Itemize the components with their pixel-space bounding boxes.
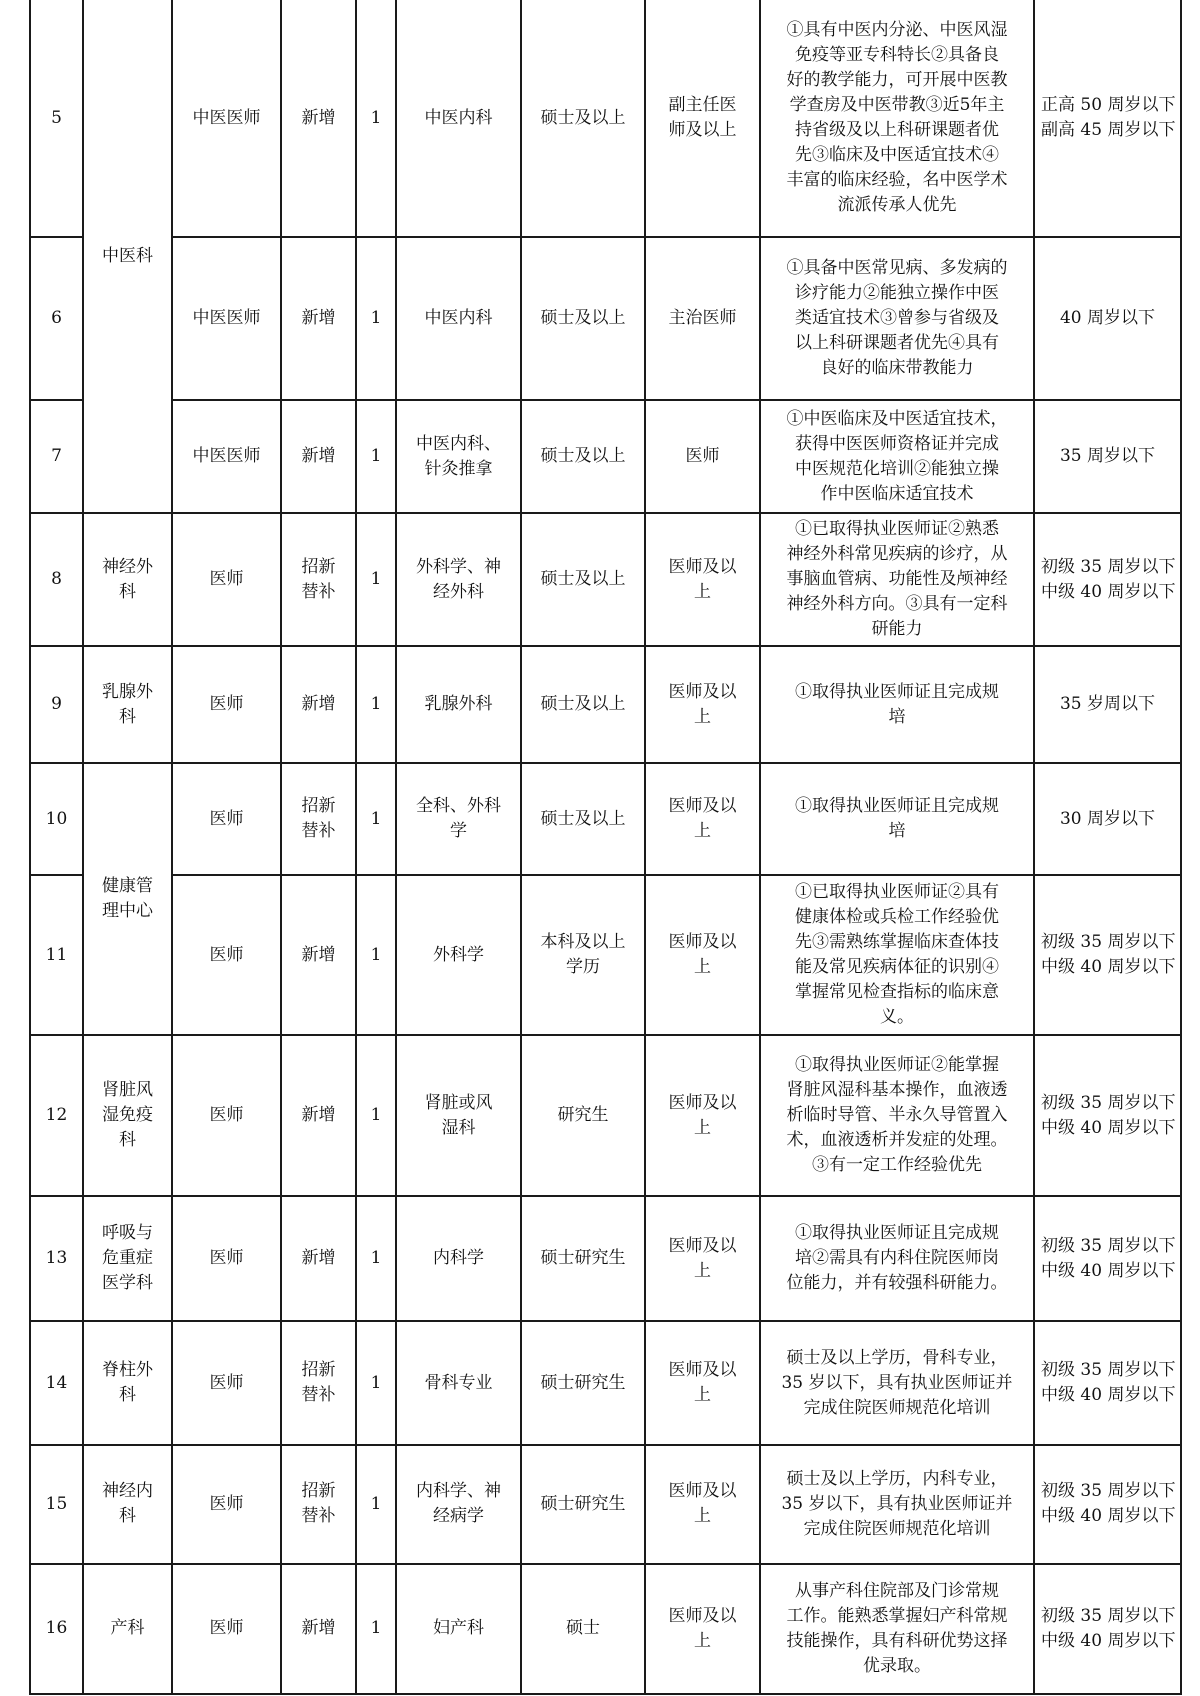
education-cell (521, 0, 645, 237)
department-cell (83, 1196, 172, 1321)
department-cell-line: 科 (119, 581, 136, 602)
major-cell (396, 237, 521, 400)
age-cell-line: 副高 45 周岁以下 (1041, 120, 1176, 141)
education-cell-line: 本科及以上 (540, 932, 626, 953)
education-cell (521, 1035, 645, 1197)
major-cell (396, 646, 521, 763)
table-row (30, 646, 1181, 763)
major-cell-line: 经病学 (433, 1506, 484, 1527)
table-row (30, 1445, 1181, 1564)
hire-type-cell (281, 0, 356, 237)
department-cell (83, 513, 172, 646)
requirements-cell-line: 工作。能熟悉掌握妇产科常规 (786, 1605, 1008, 1626)
requirements-cell (760, 0, 1034, 237)
department-cell-line: 湿免疫 (102, 1105, 153, 1126)
age-cell (1034, 1445, 1181, 1564)
department-cell-line: 医学科 (102, 1273, 153, 1294)
age-cell (1034, 1035, 1181, 1197)
age-cell-line: 初级 35 周岁以下 (1041, 1092, 1176, 1113)
requirements-cell (760, 237, 1034, 400)
major-cell (396, 1564, 521, 1694)
headcount-cell: 1 (356, 237, 396, 400)
education-cell-line: 硕士研究生 (540, 1248, 626, 1269)
education-cell-line: 硕士及以上 (540, 107, 626, 128)
age-cell (1034, 513, 1181, 646)
education-cell (521, 1321, 645, 1445)
row-number: 16 (30, 1564, 83, 1694)
requirements-cell-line: ①具有中医内分泌、中医风湿 (786, 20, 1008, 41)
requirements-cell-line: 培 (888, 706, 906, 727)
post-cell: 医师 (172, 1035, 281, 1197)
department-cell (83, 1321, 172, 1445)
requirements-cell-line: 神经外科方向。③具有一定科 (786, 594, 1008, 615)
title-cell-line: 上 (694, 1506, 711, 1527)
requirements-cell-line: 位能力，并有较强科研能力。 (786, 1273, 1008, 1294)
hire-type-cell-line: 招新 (301, 796, 336, 817)
age-cell-line: 35 岁周以下 (1059, 694, 1156, 715)
age-cell (1034, 400, 1181, 513)
education-cell (521, 400, 645, 513)
age-cell (1034, 763, 1181, 875)
major-cell-line: 内科学 (433, 1248, 484, 1269)
hire-type-cell (281, 1564, 356, 1694)
table-row (30, 1196, 1181, 1321)
requirements-cell-line: ①取得执业医师证②能掌握 (795, 1055, 999, 1076)
hire-type-cell-line: 新增 (301, 694, 336, 715)
education-cell-line: 学历 (566, 957, 600, 978)
requirements-cell-line: ③有一定工作经验优先 (812, 1155, 982, 1176)
age-cell-line: 初级 35 周岁以下 (1041, 1605, 1176, 1626)
hire-type-cell-line: 替补 (301, 1506, 336, 1527)
age-cell-line: 初级 35 周岁以下 (1041, 1481, 1176, 1502)
requirements-cell-line: 丰富的临床经验，名中医学术 (786, 170, 1008, 191)
requirements-cell-line: 硕士及以上学历，内科专业， (786, 1468, 1008, 1489)
title-cell (645, 1321, 760, 1445)
department-cell-line: 科 (119, 706, 136, 727)
major-cell (396, 1196, 521, 1321)
requirements-cell-line: 从事产科住院部及门诊常规 (795, 1580, 999, 1601)
requirements-cell (760, 1196, 1034, 1321)
major-cell-line: 中医内科 (424, 107, 493, 128)
major-cell-line: 中医内科 (424, 308, 493, 329)
requirements-cell-line: 掌握常见检查指标的临床意 (795, 982, 999, 1003)
table-row (30, 1321, 1181, 1445)
age-cell-line: 35 周岁以下 (1059, 446, 1156, 467)
requirements-cell-line: 免疫等亚专科特长②具备良 (795, 45, 999, 66)
hire-type-cell-line: 替补 (301, 581, 336, 602)
age-cell (1034, 1196, 1181, 1321)
row-number: 11 (30, 875, 83, 1035)
post-cell: 医师 (172, 646, 281, 763)
requirements-cell-line: 类适宜技术③曾参与省级及 (795, 308, 999, 329)
department-cell-line: 呼吸与 (102, 1223, 153, 1244)
requirements-cell (760, 1321, 1034, 1445)
age-cell-line: 正高 50 周岁以下 (1041, 95, 1176, 116)
title-cell-line: 上 (694, 1630, 711, 1651)
education-cell (521, 763, 645, 875)
title-cell (645, 875, 760, 1035)
row-number: 10 (30, 763, 83, 875)
education-cell-line: 硕士及以上 (540, 694, 626, 715)
title-cell-line: 师及以上 (668, 120, 737, 141)
requirements-cell (760, 646, 1034, 763)
requirements-cell-line: 健康体检或兵检工作经验优 (795, 907, 999, 928)
headcount-cell: 1 (356, 1564, 396, 1694)
title-cell (645, 1196, 760, 1321)
hire-type-cell (281, 1445, 356, 1564)
major-cell-line: 湿科 (441, 1117, 476, 1138)
age-cell-line: 初级 35 周岁以下 (1041, 932, 1176, 953)
department-cell-line: 神经内 (102, 1481, 153, 1502)
requirements-cell-line: 义。 (880, 1007, 914, 1028)
requirements-cell-line: 中医规范化培训②能独立操 (795, 458, 999, 479)
education-cell-line: 硕士研究生 (540, 1372, 626, 1393)
age-cell-line: 初级 35 周岁以下 (1041, 1235, 1176, 1256)
age-cell-line: 初级 35 周岁以下 (1041, 1360, 1176, 1381)
department-cell (83, 763, 172, 1035)
title-cell-line: 医师及以 (668, 681, 737, 702)
title-cell (645, 1445, 760, 1564)
title-cell-line: 副主任医 (668, 95, 737, 116)
requirements-cell-line: 培②需具有内科住院医师岗 (795, 1248, 999, 1269)
headcount-cell: 1 (356, 646, 396, 763)
department-cell-line: 科 (119, 1385, 136, 1406)
department-cell-line: 中医科 (102, 245, 153, 266)
requirements-cell-line: 好的教学能力，可开展中医教 (786, 70, 1008, 91)
major-cell (396, 0, 521, 237)
requirements-cell-line: 良好的临床带教能力 (820, 358, 974, 379)
table-row (30, 1564, 1181, 1694)
requirements-cell-line: 术，血液透析并发症的处理。 (786, 1130, 1008, 1151)
department-cell-line: 科 (119, 1506, 136, 1527)
education-cell-line: 硕士 (566, 1618, 600, 1639)
hire-type-cell (281, 237, 356, 400)
major-cell (396, 1321, 521, 1445)
requirements-cell-line: 获得中医医师资格证并完成 (795, 433, 999, 454)
education-cell-line: 硕士研究生 (540, 1493, 626, 1514)
title-cell-line: 医师及以 (668, 796, 737, 817)
major-cell-line: 全科、外科 (416, 796, 501, 817)
age-cell-line: 中级 40 周岁以下 (1041, 1506, 1176, 1527)
table-row (30, 875, 1181, 1035)
age-cell-line: 30 周岁以下 (1059, 808, 1156, 829)
requirements-cell-line: 学查房及中医带教③近5年主 (789, 95, 1005, 116)
major-cell-line: 肾脏或风 (424, 1092, 493, 1113)
post-cell: 医师 (172, 763, 281, 875)
requirements-cell-line: 先③需熟练掌握临床查体技 (795, 932, 999, 953)
post-cell: 医师 (172, 513, 281, 646)
requirements-cell-line: 诊疗能力②能独立操作中医 (795, 283, 999, 304)
post-cell: 医师 (172, 1196, 281, 1321)
department-cell (83, 646, 172, 763)
table-row (30, 1035, 1181, 1197)
major-cell-line: 中医内科、 (416, 433, 501, 454)
headcount-cell: 1 (356, 513, 396, 646)
title-cell (645, 763, 760, 875)
title-cell (645, 646, 760, 763)
hire-type-cell-line: 新增 (301, 107, 336, 128)
title-cell (645, 237, 760, 400)
hire-type-cell-line: 招新 (301, 1481, 336, 1502)
requirements-cell-line: 流派传承人优先 (837, 195, 957, 216)
requirements-cell-line: ①取得执业医师证且完成规 (795, 1223, 999, 1244)
major-cell (396, 875, 521, 1035)
hire-type-cell-line: 新增 (301, 944, 336, 965)
education-cell (521, 1564, 645, 1694)
requirements-cell-line: 神经外科常见疾病的诊疗，从 (786, 544, 1008, 565)
requirements-cell (760, 1035, 1034, 1197)
row-number: 5 (30, 0, 83, 237)
age-cell (1034, 875, 1181, 1035)
headcount-cell: 1 (356, 400, 396, 513)
headcount-cell: 1 (356, 763, 396, 875)
age-cell-line: 中级 40 周岁以下 (1041, 1630, 1176, 1651)
requirements-cell-line: 作中医临床适宜技术 (820, 483, 974, 504)
department-cell-line: 肾脏风 (102, 1080, 153, 1101)
hire-type-cell (281, 400, 356, 513)
title-cell (645, 1035, 760, 1197)
requirements-cell-line: ①取得执业医师证且完成规 (795, 796, 999, 817)
headcount-cell: 1 (356, 875, 396, 1035)
requirements-cell-line: 以上科研课题者优先④具有 (795, 333, 999, 354)
requirements-cell-line: 完成住院医师规范化培训 (803, 1397, 991, 1418)
title-cell-line: 医师及以 (668, 1605, 737, 1626)
title-cell (645, 400, 760, 513)
education-cell (521, 237, 645, 400)
requirements-cell-line: 技能操作，具有科研优势这择 (786, 1630, 1008, 1651)
post-cell: 中医医师 (172, 0, 281, 237)
requirements-cell-line: 硕士及以上学历，骨科专业， (786, 1347, 1008, 1368)
post-cell: 医师 (172, 1445, 281, 1564)
hire-type-cell-line: 新增 (301, 1618, 336, 1639)
requirements-cell (760, 400, 1034, 513)
department-cell-line: 危重症 (102, 1248, 153, 1269)
hire-type-cell (281, 513, 356, 646)
major-cell (396, 763, 521, 875)
hire-type-cell-line: 替补 (301, 821, 336, 842)
department-cell-line: 理中心 (102, 900, 153, 921)
title-cell-line: 医师及以 (668, 1360, 737, 1381)
requirements-cell-line: 能及常见疾病体征的识别④ (795, 957, 999, 978)
requirements-cell-line: ①中医临床及中医适宜技术， (786, 408, 1008, 429)
age-cell-line: 初级 35 周岁以下 (1041, 556, 1176, 577)
headcount-cell: 1 (356, 0, 396, 237)
title-cell-line: 医师及以 (668, 1235, 737, 1256)
post-cell: 中医医师 (172, 237, 281, 400)
age-cell-line: 中级 40 周岁以下 (1041, 1260, 1176, 1281)
hire-type-cell (281, 1321, 356, 1445)
table-row (30, 0, 1181, 237)
education-cell (521, 875, 645, 1035)
title-cell-line: 上 (694, 1117, 711, 1138)
row-number: 12 (30, 1035, 83, 1197)
age-cell-line: 中级 40 周岁以下 (1041, 957, 1176, 978)
title-cell-line: 主治医师 (668, 308, 737, 329)
education-cell (521, 513, 645, 646)
title-cell-line: 上 (694, 706, 711, 727)
department-cell-line: 产科 (110, 1618, 145, 1639)
requirements-cell-line: 培 (888, 821, 906, 842)
requirements-cell-line: 35 岁以下，具有执业医师证并 (781, 1493, 1013, 1514)
requirements-cell-line: 优录取。 (863, 1655, 931, 1676)
hire-type-cell-line: 新增 (301, 1105, 336, 1126)
requirements-cell-line: 研能力 (871, 619, 923, 640)
age-cell-line: 中级 40 周岁以下 (1041, 1117, 1176, 1138)
hire-type-cell-line: 替补 (301, 1385, 336, 1406)
title-cell-line: 医师 (685, 446, 720, 467)
title-cell (645, 1564, 760, 1694)
post-cell: 医师 (172, 1564, 281, 1694)
table-row (30, 400, 1181, 513)
age-cell-line: 40 周岁以下 (1059, 308, 1156, 329)
major-cell (396, 400, 521, 513)
hire-type-cell (281, 1196, 356, 1321)
requirements-cell (760, 1564, 1034, 1694)
major-cell (396, 1445, 521, 1564)
table-row (30, 513, 1181, 646)
row-number: 15 (30, 1445, 83, 1564)
headcount-cell: 1 (356, 1445, 396, 1564)
title-cell (645, 0, 760, 237)
hire-type-cell (281, 763, 356, 875)
hire-type-cell-line: 新增 (301, 308, 336, 329)
major-cell-line: 学 (450, 821, 467, 842)
education-cell-line: 硕士及以上 (540, 446, 626, 467)
department-cell (83, 1035, 172, 1197)
major-cell-line: 内科学、神 (416, 1481, 501, 1502)
requirements-cell-line: ①取得执业医师证且完成规 (795, 681, 999, 702)
hire-type-cell-line: 新增 (301, 446, 336, 467)
hire-type-cell-line: 招新 (301, 556, 336, 577)
recruitment-table (29, 0, 1182, 1695)
title-cell (645, 513, 760, 646)
education-cell (521, 1196, 645, 1321)
title-cell-line: 医师及以 (668, 556, 737, 577)
hire-type-cell (281, 875, 356, 1035)
title-cell-line: 医师及以 (668, 932, 737, 953)
education-cell-line: 研究生 (557, 1105, 609, 1126)
row-number: 9 (30, 646, 83, 763)
requirements-cell (760, 513, 1034, 646)
department-cell-line: 脊柱外 (102, 1360, 153, 1381)
hire-type-cell-line: 新增 (301, 1248, 336, 1269)
hire-type-cell (281, 1035, 356, 1197)
title-cell-line: 医师及以 (668, 1481, 737, 1502)
major-cell (396, 1035, 521, 1197)
requirements-cell-line: ①已取得执业医师证②具有 (795, 882, 999, 903)
requirements-cell-line: 析临时导管、半永久导管置入 (786, 1105, 1008, 1126)
requirements-cell-line: 先③临床及中医适宜技术④ (795, 145, 999, 166)
requirements-cell-line: ①具备中医常见病、多发病的 (786, 258, 1008, 279)
education-cell (521, 1445, 645, 1564)
age-cell (1034, 237, 1181, 400)
education-cell-line: 硕士及以上 (540, 308, 626, 329)
requirements-cell-line: 事脑血管病、功能性及颅神经 (786, 569, 1008, 590)
department-cell (83, 1445, 172, 1564)
major-cell-line: 乳腺外科 (424, 694, 493, 715)
age-cell (1034, 646, 1181, 763)
table-row (30, 763, 1181, 875)
age-cell (1034, 1564, 1181, 1694)
title-cell-line: 上 (694, 957, 711, 978)
requirements-cell-line: 完成住院医师规范化培训 (803, 1518, 991, 1539)
department-cell-line: 乳腺外 (102, 681, 153, 702)
department-cell (83, 0, 172, 513)
row-number: 14 (30, 1321, 83, 1445)
row-number: 6 (30, 237, 83, 400)
major-cell-line: 外科学、神 (416, 556, 501, 577)
requirements-cell-line: 肾脏风湿科基本操作，血液透 (786, 1080, 1008, 1101)
education-cell-line: 硕士及以上 (540, 808, 626, 829)
age-cell (1034, 0, 1181, 237)
department-cell-line: 健康管 (102, 875, 153, 896)
title-cell-line: 医师及以 (668, 1092, 737, 1113)
major-cell (396, 513, 521, 646)
row-number: 7 (30, 400, 83, 513)
major-cell-line: 骨科专业 (424, 1372, 493, 1393)
requirements-cell (760, 875, 1034, 1035)
headcount-cell: 1 (356, 1035, 396, 1197)
hire-type-cell (281, 646, 356, 763)
education-cell-line: 硕士及以上 (540, 569, 626, 590)
row-number: 13 (30, 1196, 83, 1321)
department-cell-line: 神经外 (102, 556, 153, 577)
title-cell-line: 上 (694, 581, 711, 602)
requirements-cell-line: 35 岁以下，具有执业医师证并 (781, 1372, 1013, 1393)
department-cell (83, 1564, 172, 1694)
row-number: 8 (30, 513, 83, 646)
requirements-cell-line: ①已取得执业医师证②熟悉 (795, 519, 999, 540)
major-cell-line: 外科学 (433, 944, 484, 965)
hire-type-cell-line: 招新 (301, 1360, 336, 1381)
age-cell-line: 中级 40 周岁以下 (1041, 1385, 1176, 1406)
post-cell: 医师 (172, 1321, 281, 1445)
title-cell-line: 上 (694, 1385, 711, 1406)
title-cell-line: 上 (694, 1260, 711, 1281)
age-cell (1034, 1321, 1181, 1445)
headcount-cell: 1 (356, 1196, 396, 1321)
major-cell-line: 经外科 (433, 581, 484, 602)
title-cell-line: 上 (694, 821, 711, 842)
education-cell (521, 646, 645, 763)
requirements-cell-line: 持省级及以上科研课题者优 (795, 120, 999, 141)
major-cell-line: 针灸推拿 (424, 458, 493, 479)
department-cell-line: 科 (119, 1130, 136, 1151)
requirements-cell (760, 763, 1034, 875)
age-cell-line: 中级 40 周岁以下 (1041, 581, 1176, 602)
headcount-cell: 1 (356, 1321, 396, 1445)
table-row (30, 237, 1181, 400)
post-cell: 中医医师 (172, 400, 281, 513)
major-cell-line: 妇产科 (433, 1618, 484, 1639)
requirements-cell (760, 1445, 1034, 1564)
post-cell: 医师 (172, 875, 281, 1035)
